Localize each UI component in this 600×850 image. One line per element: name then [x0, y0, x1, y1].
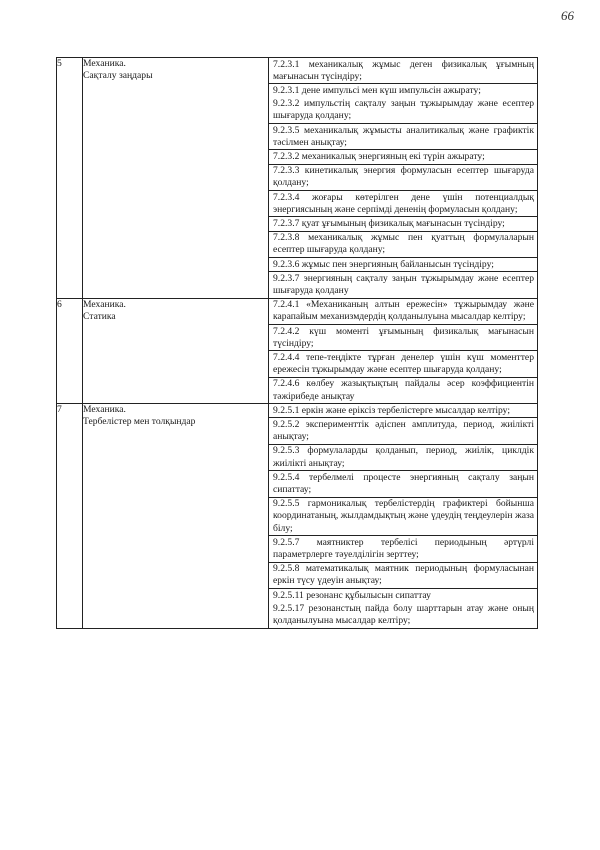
topic-section: Механика. [83, 298, 126, 310]
learning-objective: 7.2.3.7 қуат ұғымының физикалық мағынасын түсіндіру; [269, 216, 537, 230]
learning-objective: 9.2.3.5 механикалық жұмысты аналитикалық және графиктік тәсілмен анықтау; [269, 123, 537, 149]
learning-objective: 9.2.5.1 еркін және еріксіз тербелістерге мысалдар келтіру; [273, 404, 510, 416]
row-number: 5 [57, 58, 83, 299]
table-row [57, 404, 538, 628]
topic-cell [83, 298, 269, 404]
learning-objective: 9.2.5.8 математикалық маятник периодының формуласынан еркін түсу үдеуін анықтау; [269, 562, 537, 588]
learning-objective: 9.2.5.11 резонанс құбылысын сипаттау [269, 588, 537, 602]
learning-objective: 9.2.5.5 гармоникалық тербелістердің графиктері бойынша координатаның, жылдамдықтың және үдеудің теңдеулерін жаза білу; [269, 497, 537, 536]
learning-objective: 9.2.3.6 жұмыс пен энергияның байланысын түсіндіру; [269, 257, 537, 271]
learning-objective: 7.2.3.4 жоғары көтерілген дене үшін потенциалдық энергиясының және серпімді дененің формуласын қолдану; [269, 190, 537, 216]
row-number: 7 [57, 404, 83, 628]
learning-objective: 9.2.3.1 дене импульсі мен күш импульсін ажырату; [269, 83, 537, 97]
row-number: 6 [57, 298, 83, 404]
topic-title: Статика [83, 310, 116, 322]
learning-objective: 9.2.5.17 резонанстың пайда болу шарттарын атау және оның қолданылуына мысалдар келтіру; [273, 602, 534, 627]
objectives-cell [269, 298, 538, 404]
learning-objective: 9.2.5.7 маятниктер тербелісі периодының әртүрлі параметрлерге тәуелділігін зерттеу; [269, 535, 537, 561]
learning-objective: 9.2.5.4 тербелмелі процесте энергияның сақталу заңын сипаттау; [269, 470, 537, 496]
topic-title: Сақталу заңдары [83, 70, 153, 82]
topic-cell [83, 58, 269, 299]
objectives-cell [269, 404, 538, 628]
learning-objective: 7.2.3.8 механикалық жұмыс пен қуаттың формулаларын есептер шығаруда қолдану; [269, 231, 537, 257]
table-row [57, 298, 538, 404]
learning-objective: 7.2.3.3 кинетикалық энергия формуласын есептер шығаруда қолдану; [269, 164, 537, 190]
learning-objective: 7.2.4.1 «Механиканың алтын ережесін» тұжырымдау және карапайым механизмдердің қолданылуына мысалдар келтіру; [273, 299, 534, 323]
curriculum-table [56, 57, 538, 629]
table-row [57, 58, 538, 299]
objectives-cell [269, 58, 538, 299]
learning-objective: 9.2.3.2 импульстің сақталу заңын тұжырымдау және есептер шығаруда қолдану; [273, 98, 534, 122]
topic-title: Тербелістер мен толқындар [83, 416, 196, 428]
learning-objective: 9.2.5.2 эксперименттік әдіспен амплитуда, период, жиілікті анықтау; [269, 417, 537, 443]
learning-objective: 7.2.4.6 көлбеу жазықтықтың пайдалы әсер коэффициентін тәжірибеде анықтау [269, 377, 537, 403]
learning-objective: 9.2.3.7 энергияның сақталу заңын тұжырымдау және есептер шығаруда қолдану [269, 271, 537, 297]
topic-cell [83, 404, 269, 628]
topic-section: Механика. [83, 58, 126, 69]
learning-objective: 7.2.4.2 күш моменті ұғымының физикалық мағынасын түсіндіру; [269, 324, 537, 350]
page-number: 66 [561, 8, 574, 23]
learning-objective: 7.2.3.1 механикалық жұмыс деген физикалық ұғымның мағынасын түсіндіру; [273, 58, 534, 82]
topic-section: Механика. [83, 404, 126, 416]
learning-objective: 7.2.3.2 механикалық энергияның екі түрін ажырату; [269, 149, 537, 163]
learning-objective: 7.2.4.4 тепе-теңдікте тұрған денелер үшін күш моменттер ережесін тұжырымдау және есептер шығаруда қолдану; [269, 350, 537, 376]
learning-objective: 9.2.5.3 формулаларды қолданып, период, жиілік, циклдік жиілікті анықтау; [269, 444, 537, 470]
